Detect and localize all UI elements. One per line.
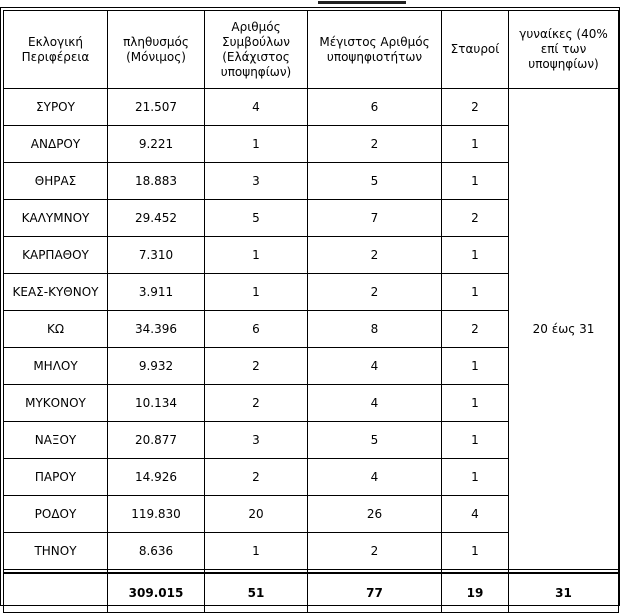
max-candidates-cell: 2 [308, 237, 442, 274]
crosses-cell: 1 [442, 533, 509, 570]
councillors-cell: 4 [205, 89, 308, 126]
councillors-cell: 3 [205, 422, 308, 459]
total-women: 31 [509, 573, 619, 613]
max-candidates-cell: 2 [308, 126, 442, 163]
region-cell: ΚΕΑΣ-ΚΥΘΝΟΥ [4, 274, 108, 311]
population-cell: 7.310 [108, 237, 205, 274]
total-crosses: 19 [442, 573, 509, 613]
population-cell: 34.396 [108, 311, 205, 348]
women-range-cell: 20 έως 31 [509, 89, 619, 570]
population-cell: 20.877 [108, 422, 205, 459]
region-cell: ΑΝΔΡΟΥ [4, 126, 108, 163]
region-cell: ΚΩ [4, 311, 108, 348]
population-cell: 119.830 [108, 496, 205, 533]
councillors-cell: 1 [205, 126, 308, 163]
councillors-cell: 5 [205, 200, 308, 237]
region-cell: ΚΑΛΥΜΝΟΥ [4, 200, 108, 237]
crosses-cell: 2 [442, 89, 509, 126]
population-cell: 21.507 [108, 89, 205, 126]
crosses-cell: 1 [442, 348, 509, 385]
councillors-cell: 1 [205, 274, 308, 311]
region-cell: ΤΗΝΟΥ [4, 533, 108, 570]
header-crosses: Σταυροί [442, 11, 509, 89]
councillors-cell: 1 [205, 533, 308, 570]
max-candidates-cell: 2 [308, 274, 442, 311]
councillors-cell: 20 [205, 496, 308, 533]
region-cell: ΘΗΡΑΣ [4, 163, 108, 200]
region-cell: ΜΥΚΟΝΟΥ [4, 385, 108, 422]
crosses-cell: 1 [442, 126, 509, 163]
population-cell: 14.926 [108, 459, 205, 496]
crosses-cell: 1 [442, 385, 509, 422]
total-max-candidates: 77 [308, 573, 442, 613]
population-cell: 9.221 [108, 126, 205, 163]
population-cell: 8.636 [108, 533, 205, 570]
region-cell: ΜΗΛΟΥ [4, 348, 108, 385]
max-candidates-cell: 26 [308, 496, 442, 533]
header-row [4, 11, 619, 89]
total-region [4, 573, 108, 613]
crosses-cell: 1 [442, 459, 509, 496]
population-cell: 9.932 [108, 348, 205, 385]
max-candidates-cell: 4 [308, 348, 442, 385]
councillors-cell: 1 [205, 237, 308, 274]
header-max-candidates: Μέγιστος Αριθμός υποψηφιοτήτων [308, 11, 442, 89]
crosses-cell: 2 [442, 200, 509, 237]
max-candidates-cell: 4 [308, 385, 442, 422]
councillors-cell: 3 [205, 163, 308, 200]
region-cell: ΝΑΞΟΥ [4, 422, 108, 459]
region-cell: ΣΥΡΟΥ [4, 89, 108, 126]
councillors-cell: 2 [205, 348, 308, 385]
crosses-cell: 1 [442, 422, 509, 459]
max-candidates-cell: 8 [308, 311, 442, 348]
max-candidates-cell: 5 [308, 422, 442, 459]
totals-row [4, 573, 619, 613]
max-candidates-cell: 4 [308, 459, 442, 496]
total-population: 309.015 [108, 573, 205, 613]
header-region: Εκλογική Περιφέρεια [4, 11, 108, 89]
region-cell: ΡΟΔΟΥ [4, 496, 108, 533]
header-councillors: Αριθμός Συμβούλων (Ελάχιστος υποψηφίων) [205, 11, 308, 89]
population-cell: 29.452 [108, 200, 205, 237]
population-cell: 10.134 [108, 385, 205, 422]
header-population: πληθυσμός (Μόνιμος) [108, 11, 205, 89]
councillors-cell: 2 [205, 385, 308, 422]
scan-artifact-mark [318, 0, 406, 5]
max-candidates-cell: 2 [308, 533, 442, 570]
population-cell: 3.911 [108, 274, 205, 311]
crosses-cell: 1 [442, 274, 509, 311]
crosses-cell: 1 [442, 237, 509, 274]
population-cell: 18.883 [108, 163, 205, 200]
councillors-cell: 2 [205, 459, 308, 496]
crosses-cell: 1 [442, 163, 509, 200]
crosses-cell: 2 [442, 311, 509, 348]
max-candidates-cell: 7 [308, 200, 442, 237]
total-councillors: 51 [205, 573, 308, 613]
region-cell: ΚΑΡΠΑΘΟΥ [4, 237, 108, 274]
header-women: γυναίκες (40% επί των υποψηφίων) [509, 11, 619, 89]
region-cell: ΠΑΡΟΥ [4, 459, 108, 496]
electoral-districts-table [3, 10, 619, 613]
max-candidates-cell: 5 [308, 163, 442, 200]
councillors-cell: 6 [205, 311, 308, 348]
crosses-cell: 4 [442, 496, 509, 533]
max-candidates-cell: 6 [308, 89, 442, 126]
table-row [4, 89, 619, 126]
